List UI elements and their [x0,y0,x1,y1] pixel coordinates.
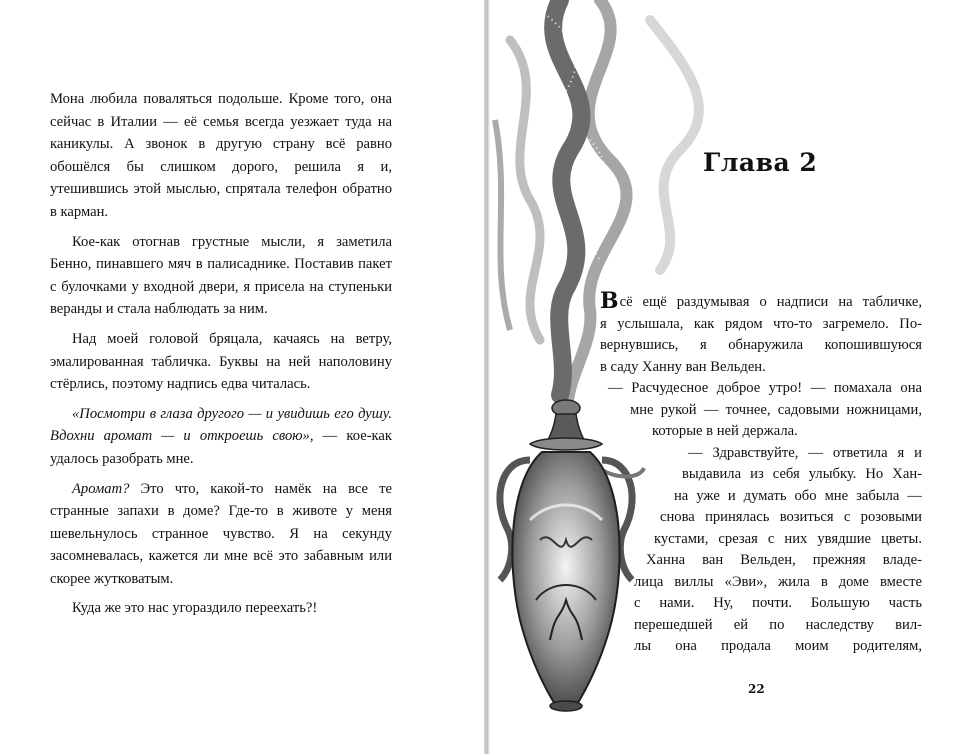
quote-tail: — кое-как удалось разобрать мне. [50,428,392,467]
paragraph-text: Это что, какой-то намёк на все те странные запахи в доме? Где-то в животе у меня шевельнулось странное чувство. Я на секунду засомневалась, кажется ли мне всё это забавным или скорее жутковатым. [50,480,392,587]
text-line: выдавила из себя улыбку. Но Хан- [682,466,922,482]
text-line: вернувшись, я обнаружила копошившуюся [600,337,922,353]
text-line: снова принялась возиться с розовыми [660,509,922,525]
text-line: — Расчудесное доброе утро! — помахала она [608,380,922,396]
paragraph: Куда же это нас угораздило переехать?! [72,600,318,617]
text-line: мне рукой — точнее, садовыми ножницами, [630,401,922,418]
text-line: кустами, срезая с них увядшие цветы. [654,530,922,547]
paragraph: Кое-как отогнав грустные мысли, я заметила Бенно, пинавшего мяч в палисаднике. Поставив пакет с булочками у входной двери, я присела на ступеньки веранды и стала наблюдать за ним. [50,233,392,318]
aroma-word: Аромат? [72,480,130,497]
left-page [0,0,486,754]
page-number: 22 [748,682,765,696]
drop-cap: В [600,288,619,314]
text-line: — Здравствуйте, — ответила я и [688,444,922,461]
paragraph: Над моей головой бряцала, качаясь на ветру, эмалированная табличка. Буквы на ней наполовину стёрлись, поэтому надпись едва читалась. [50,330,392,393]
paragraph: Мона любила поваляться подольше. Кроме того, она сейчас в Италии — её семья всегда уезжает туда на каникулы. А звонок в другую страну всё равно обошёлся бы слишком дорого, решила я и, утешившись этой мыслью, спрятала телефон обратно в карман. [50,91,392,220]
text-line: перешедшей ей по наследству вил- [634,616,922,633]
text-line: лы она продала моим родителям, [634,638,922,654]
right-page [490,0,974,754]
right-text-column [600,288,922,658]
text-line: лица виллы «Эви», жила в доме вместе [634,573,922,590]
chapter-title: Глава 2 [703,148,818,177]
sign-quote: «Посмотри в глаза другого — и увидишь его душу. Вдохни аромат — и откроешь свою», [50,405,392,445]
text-line: Ханна ван Вельден, прежняя владе- [646,552,922,568]
text-line: я услышала, как рядом что-то загремело. По- [600,315,922,332]
text-line: в саду Ханну ван Вельден. [600,358,766,375]
text-line: Всё ещё раздумывая о надписи на табличке, [600,288,922,314]
paragraph-quote [50,403,392,471]
text-line: с нами. Ну, почти. Большую часть [634,595,922,611]
paragraph [50,478,392,591]
text-line: на уже и думать обо мне забыла — [674,487,922,504]
text-line: которые в ней держала. [652,423,798,439]
left-text-column [50,88,392,627]
